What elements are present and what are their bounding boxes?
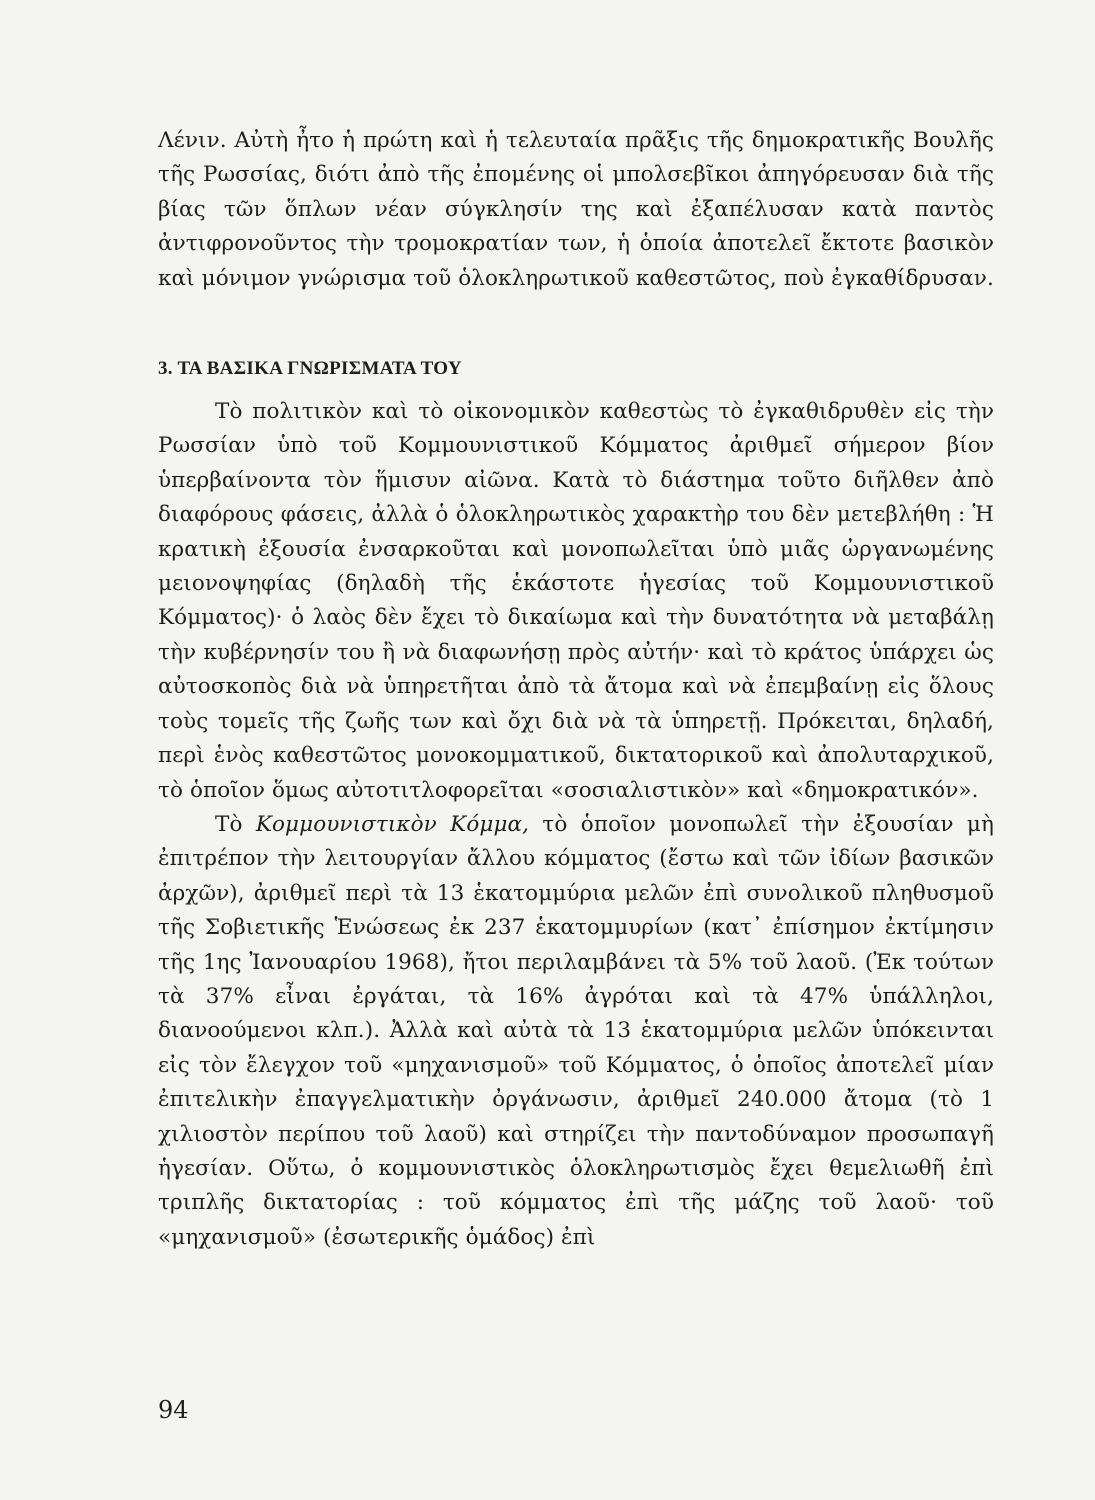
paragraph-2 (158, 808, 994, 1255)
paragraph-2-lead: Τὸ (215, 811, 243, 837)
paragraph-2-rest: τὸ ὁποῖον μονοπωλεῖ τὴν ἐξουσίαν μὴ ἐπιτρέπον τὴν λειτουργίαν ἄλλου κόμματος (ἔστω καὶ τῶν ἰδίων βασικῶν ἀρχῶν), ἀριθμεῖ περὶ τὰ 13 ἑκατομμύρια μελῶν ἐπὶ συνολικοῦ πληθυσμοῦ τῆς Σοβιετικῆς Ἑνώσεως ἐκ 237 ἑκατομμυρίων (κατ᾽ ἐπίσημον ἐκτίμησιν τῆς 1ης Ἰανουαρίου 1968), ἤτοι περιλαμβάνει τὰ 5% τοῦ λαοῦ. (Ἐκ τούτων τὰ 37% εἶναι ἐργάται, τὰ 16% ἀγρόται καὶ τὰ 47% ὑπάλληλοι, διανοούμενοι κλπ.). Ἀλλὰ καὶ αὐτὰ τὰ 13 ἑκατομμύρια μελῶν ὑπόκεινται εἰς τὸν ἔλεγχον τοῦ «μηχανισμοῦ» τοῦ Κόμματος, ὁ ὁποῖος ἀποτελεῖ μίαν ἐπιτελικὴν ἐπαγγελματικὴν ὀργάνωσιν, ἀριθμεῖ 240.000 ἄτομα (τὸ 1 χιλιοστὸν περίπου τοῦ λαοῦ) καὶ στηρίζει τὴν παντοδύναμον προσωπαγῆ ἡγεσίαν. Οὕτω, ὁ κομμουνιστικὸς ὁλοκληρωτισμὸς ἔχει θεμελιωθῆ ἐπὶ τριπλῆς δικτατορίας : τοῦ κόμματος ἐπὶ τῆς μάζης τοῦ λαοῦ· τοῦ «μηχανισμοῦ» (ἐσωτερικῆς ὁμάδος) ἐπὶ (158, 811, 994, 1250)
text-block (158, 124, 994, 1255)
paragraph-1: Τὸ πολιτικὸν καὶ τὸ οἰκονομικὸν καθεστὼς τὸ ἐγκαθιδρυθὲν εἰς τὴν Ρωσσίαν ὑπὸ τοῦ Κομμουνιστικοῦ Κόμματος ἀριθμεῖ σήμερον βίον ὑπερβαίνοντα τὸν ἥμισυν αἰῶνα. Κατὰ τὸ διάστημα τοῦτο διῆλθεν ἀπὸ διαφόρους φάσεις, ἀλλὰ ὁ ὁλοκληρωτικὸς χαρακτὴρ του δὲν μετεβλήθη : Ἡ κρατικὴ ἐξουσία ἐνσαρκοῦται καὶ μονοπωλεῖται ὑπὸ μιᾶς ὠργανωμένης μειονοψηφίας (δηλαδὴ τῆς ἑκάστοτε ἡγεσίας τοῦ Κομμουνιστικοῦ Κόμματος)· ὁ λαὸς δὲν ἔχει τὸ δικαίωμα καὶ τὴν δυνατότητα νὰ μεταβάλῃ τὴν κυβέρνησίν του ἢ νὰ διαφωνήσῃ πρὸς αὐτήν· καὶ τὸ κράτος ὑπάρχει ὡς αὐτοσκοπὸς διὰ νὰ ὑπηρετῆται ἀπὸ τὰ ἄτομα καὶ νὰ ἐπεμβαίνῃ εἰς ὅλους τοὺς τομεῖς τῆς ζωῆς των καὶ ὄχι διὰ νὰ τὰ ὑπηρετῇ. Πρόκειται, δηλαδή, περὶ ἑνὸς καθεστῶτος μονοκομματικοῦ, δικτατορικοῦ καὶ ἀπολυταρχικοῦ, τὸ ὁποῖον ὅμως αὐτοτιτλοφορεῖται «σοσιαλιστικὸν» καὶ «δημοκρατικόν». (158, 399, 994, 803)
paragraph-2-italic: Κομμουνιστικὸν Κόμμα, (255, 811, 530, 837)
page-number: 94 (158, 1396, 189, 1424)
section-heading: 3. ΤΑ ΒΑΣΙΚΑ ΓΝΩΡΙΣΜΑΤΑ ΤΟΥ (158, 358, 462, 380)
opening-paragraph: Λένιν. Αὐτὴ ἦτο ἡ πρώτη καὶ ἡ τελευταία πρᾶξις τῆς δημοκρατικῆς Βουλῆς τῆς Ρωσσίας, διότι ἀπὸ τῆς ἐπομένης οἱ μπολσεβῖκοι ἀπηγόρευσαν διὰ τῆς βίας τῶν ὅπλων νέαν σύγκλησίν της καὶ ἐξαπέλυσαν κατὰ παντὸς ἀντιφρονοῦντος τὴν τρομοκρατίαν των, ἡ ὁποία ἀποτελεῖ ἔκτοτε βασικὸν καὶ μόνιμον γνώρισμα τοῦ ὁλοκληρωτικοῦ καθεστῶτος, ποὺ ἐγκαθίδρυσαν. (158, 128, 994, 291)
